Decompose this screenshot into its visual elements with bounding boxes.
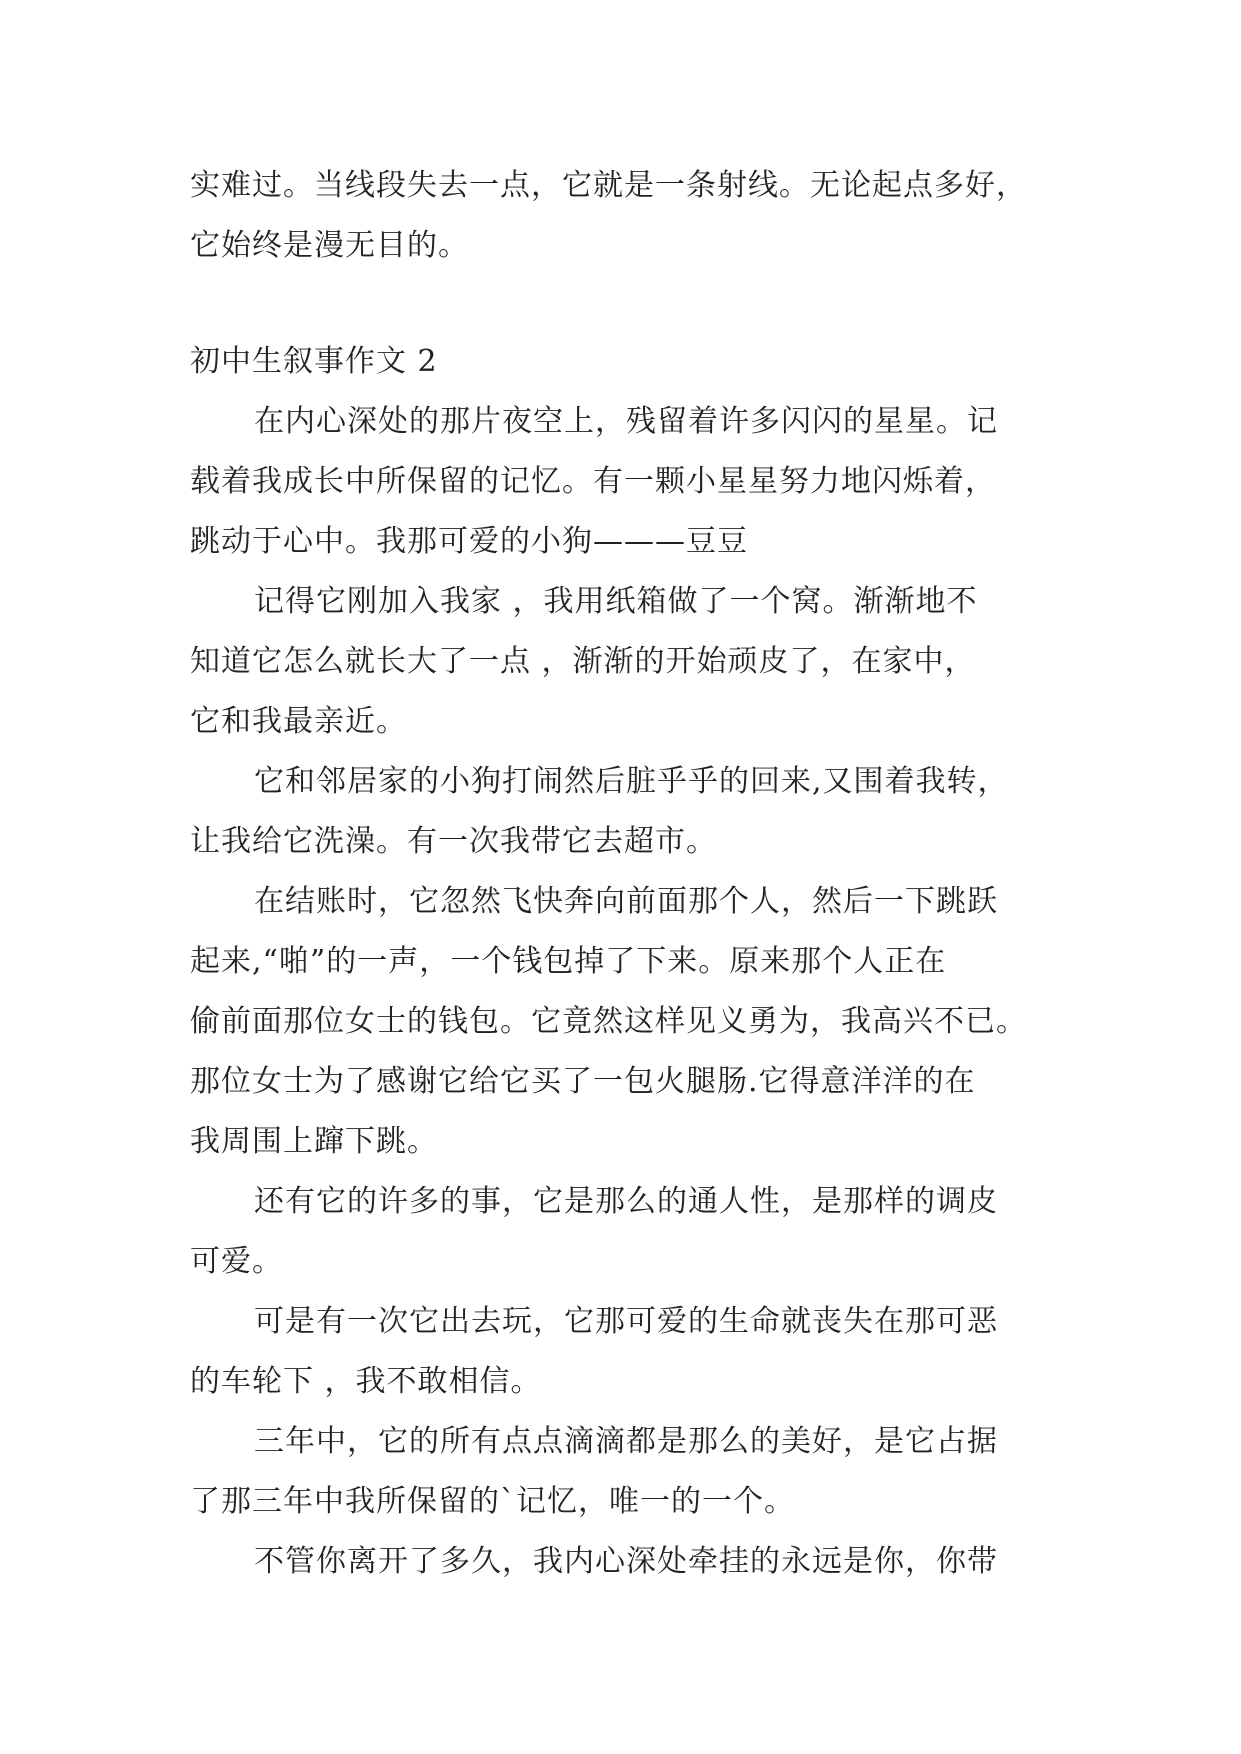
paragraph-start-line: 三年中，它的所有点点滴滴都是那么的美好，是它占据 [254, 1424, 998, 1459]
text-line: 载着我成长中所保留的记忆。有一颗小星星努力地闪烁着， [190, 464, 996, 499]
paragraph-start-line: 不管你离开了多久，我内心深处牵挂的永远是你，你带 [254, 1544, 998, 1579]
essay-section [190, 332, 1070, 1592]
text-line: 的车轮下 ，我不敢相信。 [190, 1364, 542, 1399]
text-line: 让我给它洗澡。有一次我带它去超市。 [190, 824, 717, 859]
paragraph-start-line: 在结账时，它忽然飞快奔向前面那个人，然后一下跳跃 [254, 884, 998, 919]
paragraph-start-line: 在内心深处的那片夜空上，残留着许多闪闪的星星。记 [254, 404, 998, 439]
paragraph-start-line: 它和邻居家的小狗打闹然后脏乎乎的回来,又围着我转， [254, 764, 1009, 799]
text-line: 偷前面那位女士的钱包。它竟然这样见义勇为，我高兴不已。 [190, 1004, 1027, 1039]
text-line: 可爱。 [190, 1244, 283, 1279]
paragraph-start-line: 可是有一次它出去玩，它那可爱的生命就丧失在那可恶 [254, 1304, 998, 1339]
text-line: 起来,“啪”的一声，一个钱包掉了下来。原来那个人正在 [190, 944, 947, 979]
text-line: 知道它怎么就长大了一点 ，渐渐的开始顽皮了，在家中， [190, 644, 976, 679]
paragraph-start-line: 记得它刚加入我家 ，我用纸箱做了一个窝。渐渐地不 [254, 584, 978, 619]
text-line: 实难过。当线段失去一点，它就是一条射线。无论起点多好， [190, 168, 1027, 203]
text-line: 我周围上蹿下跳。 [190, 1124, 438, 1159]
text-line: 跳动于心中。我那可爱的小狗———豆豆 [190, 524, 748, 559]
text-line: 它和我最亲近。 [190, 704, 407, 739]
previous-essay-ending [190, 156, 1070, 276]
text-line: 它始终是漫无目的。 [190, 228, 469, 263]
text-line: 那位女士为了感谢它给它买了一包火腿肠.它得意洋洋的在 [190, 1064, 976, 1099]
paragraph-start-line: 还有它的许多的事，它是那么的通人性，是那样的调皮 [254, 1184, 998, 1219]
essay-title: 初中生叙事作文 2 [190, 344, 438, 379]
text-line: 了那三年中我所保留的`记忆，唯一的一个。 [190, 1484, 795, 1519]
